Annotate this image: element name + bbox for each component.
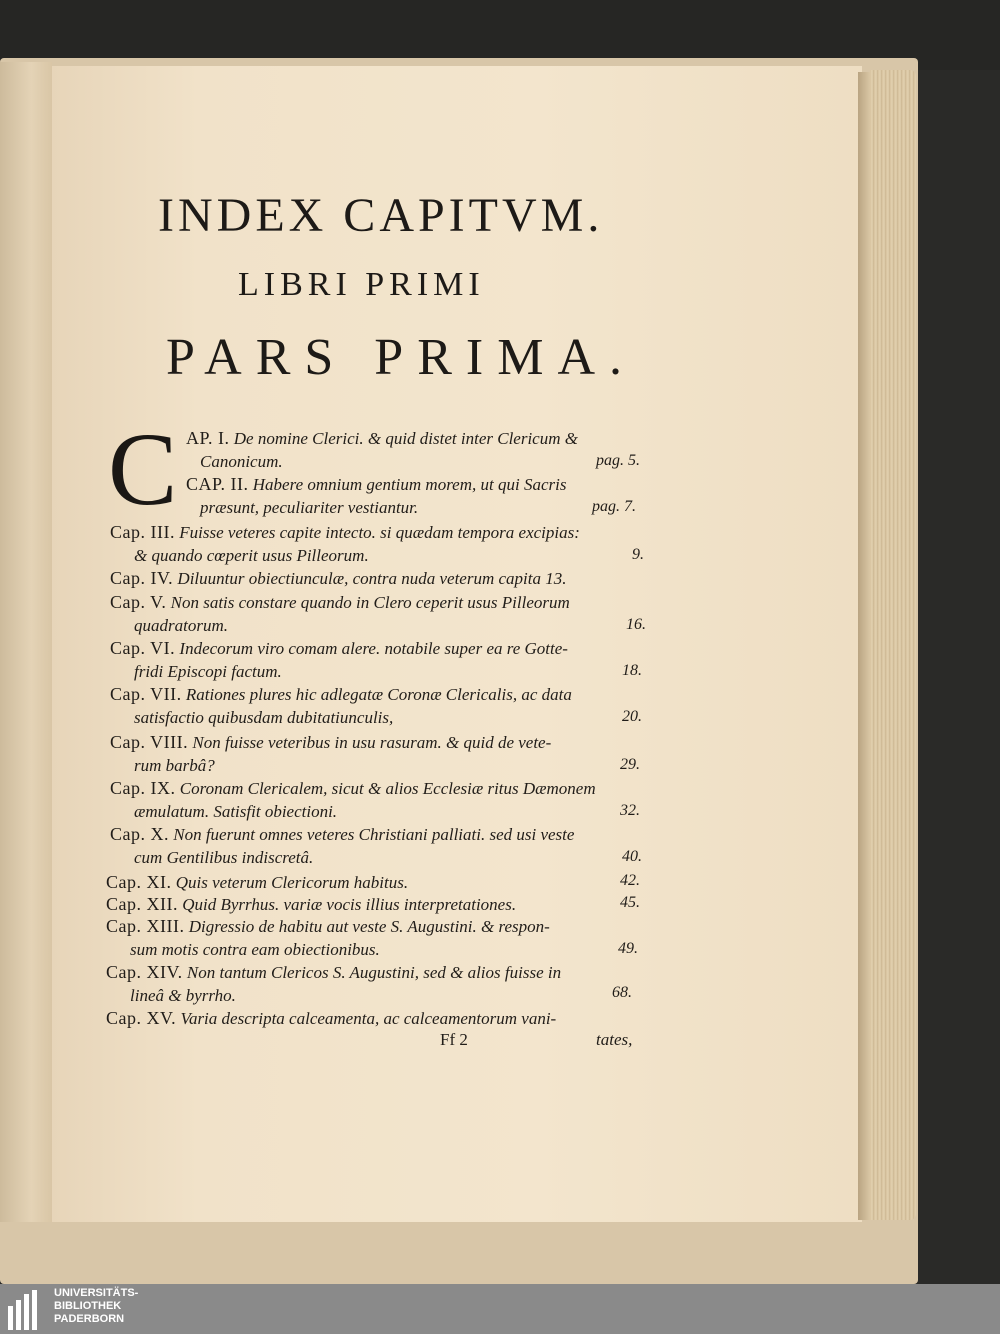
page-ref: pag. 7. — [592, 498, 636, 515]
chapter-entry — [106, 962, 561, 983]
chapter-number: Cap. XI. — [106, 872, 172, 892]
chapter-number: Cap. VI. — [110, 638, 176, 658]
chapter-title-cont: fridi Episcopi factum. — [134, 662, 282, 681]
chapter-number: Cap. IX. — [110, 778, 176, 798]
chapter-entry — [110, 592, 570, 613]
chapter-entry — [110, 684, 572, 705]
chapter-entry — [106, 916, 550, 937]
chapter-entry — [110, 522, 580, 543]
chapter-number: Cap. IV. — [110, 568, 174, 588]
page-ref: 40. — [622, 848, 642, 865]
chapter-title: Diluuntur obiectiunculæ, contra nuda veterum capita 13. — [177, 569, 567, 588]
chapter-title-cont: Canonicum. — [200, 452, 283, 471]
chapter-title-cont: cum Gentilibus indiscretâ. — [134, 848, 314, 867]
chapter-entry — [106, 1008, 556, 1029]
left-page-edge — [0, 62, 52, 1222]
chapter-entry — [106, 872, 408, 893]
page-gutter — [858, 72, 870, 1220]
chapter-number: CAP. II. — [186, 474, 249, 494]
chapter-number: Cap. V. — [110, 592, 167, 612]
chapter-title: Non tantum Clericos S. Augustini, sed & alios fuisse in — [186, 963, 562, 982]
chapter-title: Fuisse veteres capite intecto. si quædam tempora excipias: — [179, 523, 580, 542]
library-logo-icon — [6, 1290, 46, 1330]
chapter-title: Non fuerunt omnes veteres Christiani palliati. sed usi veste — [173, 825, 575, 844]
chapter-title: Digressio de habitu aut veste S. Augustini. & respon- — [188, 917, 550, 936]
chapter-title-cont: æmulatum. Satisfit obiectioni. — [134, 802, 338, 821]
catchword: tates, — [596, 1030, 633, 1049]
page-ref: 32. — [620, 802, 640, 819]
page-ref: pag. 5. — [596, 452, 640, 469]
chapter-title: Varia descripta calceamenta, ac calceamentorum vani- — [180, 1009, 557, 1028]
chapter-title-cont: & quando cœperit usus Pilleorum. — [134, 546, 369, 565]
page-fore-edge — [870, 70, 916, 1220]
chapter-title-cont: lineâ & byrrho. — [130, 986, 236, 1005]
page-ref: 20. — [622, 708, 642, 725]
page-ref: 45. — [620, 894, 640, 911]
chapter-title-cont: quadratorum. — [134, 616, 228, 635]
page-ref: 42. — [620, 872, 640, 889]
chapter-number: Cap. XIV. — [106, 962, 183, 982]
chapter-number: Cap. XIII. — [106, 916, 185, 936]
chapter-number: Cap. VIII. — [110, 732, 189, 752]
footer-bar — [0, 1284, 1000, 1334]
chapter-title: Quis veterum Clericorum habitus. — [175, 873, 409, 892]
chapter-entry — [110, 732, 551, 753]
book-subtitle: LIBRI PRIMI — [238, 266, 485, 303]
chapter-title-cont: rum barbâ? — [134, 756, 215, 775]
chapter-entry — [186, 428, 578, 449]
chapter-number: AP. I. — [186, 428, 230, 448]
chapter-title-cont: sum motis contra eam obiectionibus. — [130, 940, 380, 959]
chapter-title: Non satis constare quando in Clero ceperit usus Pilleorum — [170, 593, 570, 612]
chapter-title: Habere omnium gentium morem, ut qui Sacris — [252, 475, 567, 494]
signature-mark: Ff 2 — [440, 1030, 468, 1049]
page-ref: 9. — [632, 546, 644, 563]
page-ref: 68. — [612, 984, 632, 1001]
chapter-entry — [110, 568, 566, 589]
chapter-entry — [186, 474, 566, 495]
chapter-entry — [110, 778, 596, 799]
chapter-title-cont: præsunt, peculiariter vestiantur. — [200, 498, 419, 517]
chapter-number: Cap. III. — [110, 522, 175, 542]
library-name — [54, 1287, 138, 1326]
page-ref: 29. — [620, 756, 640, 773]
chapter-title: De nomine Clerici. & quid distet inter Clericum & — [233, 429, 578, 448]
chapter-number: Cap. X. — [110, 824, 169, 844]
page-ref: 49. — [618, 940, 638, 957]
chapter-title: Non fuisse veteribus in usu rasuram. & quid de vete- — [192, 733, 552, 752]
chapter-title: Quid Byrrhus. variæ vocis illius interpretationes. — [182, 895, 517, 914]
chapter-entry — [110, 638, 568, 659]
index-title: INDEX CAPITVM. — [158, 189, 604, 242]
drop-cap: C — [108, 412, 178, 527]
chapter-title: Rationes plures hic adlegatæ Coronæ Clericalis, ac data — [185, 685, 572, 704]
chapter-entry — [106, 894, 516, 915]
chapter-number: Cap. XV. — [106, 1008, 177, 1028]
chapter-title-cont: satisfactio quibusdam dubitatiunculis, — [134, 708, 394, 727]
chapter-number: Cap. XII. — [106, 894, 178, 914]
library-name-line: UNIVERSITÄTS- — [54, 1287, 139, 1299]
chapter-title: Coronam Clericalem, sicut & alios Ecclesiæ ritus Dæmonem — [179, 779, 596, 798]
chapter-number: Cap. VII. — [110, 684, 182, 704]
page-ref: 18. — [622, 662, 642, 679]
chapter-title: Indecorum viro comam alere. notabile super ea re Gotte- — [179, 639, 568, 658]
part-title: PARS PRIMA. — [166, 329, 637, 386]
chapter-entry — [110, 824, 574, 845]
library-name-line: PADERBORN — [54, 1313, 125, 1325]
page-ref: 16. — [626, 616, 646, 633]
library-name-line: BIBLIOTHEK — [54, 1300, 122, 1312]
